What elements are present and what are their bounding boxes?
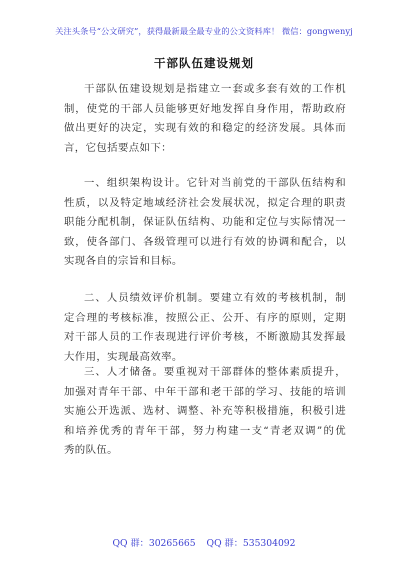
paragraph-line: 致，使各部门、各级管理可以进行有效的协调和配合，以 xyxy=(64,235,346,248)
paragraph-line: 干部队伍建设规划是指建立一套或多套有效的工作机 xyxy=(84,83,346,95)
paragraph-line: 制，使党的干部人员能够更好地发挥自身作用，帮助政府 xyxy=(64,102,346,115)
paragraph-line: 定合理的考核标准，按照公正、公开、有序的原则，定期 xyxy=(64,311,346,324)
paragraph-line: 做出更好的决定，实现有效的和稳定的经济发展。具体而 xyxy=(64,122,346,135)
paragraph-line: 秀的队伍。 xyxy=(64,444,118,457)
paragraph-performance-evaluation xyxy=(64,289,346,367)
paragraph-line: 言，它包括要点如下： xyxy=(64,141,172,154)
paragraph-line: 对干部人员的工作表现进行评价考核，不断激励其发挥最 xyxy=(64,331,346,344)
paragraph-line: 性质，以及特定地域经济社会发展状况，拟定合理的职责 xyxy=(64,196,346,209)
footer-qq-group-1: QQ 群：30265665 xyxy=(112,538,196,549)
footer-qq-group-2: QQ 群：535304092 xyxy=(206,538,296,549)
paragraph-line: 实现各自的宗旨和目标。 xyxy=(64,255,183,268)
paragraph-org-structure xyxy=(64,174,346,272)
paragraph-line: 和培养优秀的青年干部，努力构建一支“青老双调”的优 xyxy=(64,424,346,437)
paragraph-line: 二、人员绩效评价机制。要建立有效的考核机制，制 xyxy=(84,292,346,304)
footer-contact xyxy=(0,535,408,549)
paragraph-line: 一、组织架构设计。它针对当前党的干部队伍结构和 xyxy=(84,177,346,189)
paragraph-intro xyxy=(64,80,346,158)
header-banner: 关注头条号“公文研究”，获得最新最全最专业的公文资料库！ 微信：gongwenyj xyxy=(55,26,353,36)
paragraph-line: 职能分配机制，保证队伍结构、功能和定位与实际情况一 xyxy=(64,216,346,229)
document-title: 干部队伍建设规划 xyxy=(154,56,254,70)
paragraph-line: 实施公开选派、选材、调整、补充等积极措施，积极引进 xyxy=(64,405,346,418)
paragraph-talent-reserve xyxy=(64,363,346,461)
paragraph-line: 大作用，实现最高效率。 xyxy=(64,350,183,363)
paragraph-line: 三、人才储备。要重视对干部群体的整体素质提升， xyxy=(84,366,346,378)
paragraph-line: 加强对青年干部、中年干部和老干部的学习、技能的培训 xyxy=(64,385,346,398)
